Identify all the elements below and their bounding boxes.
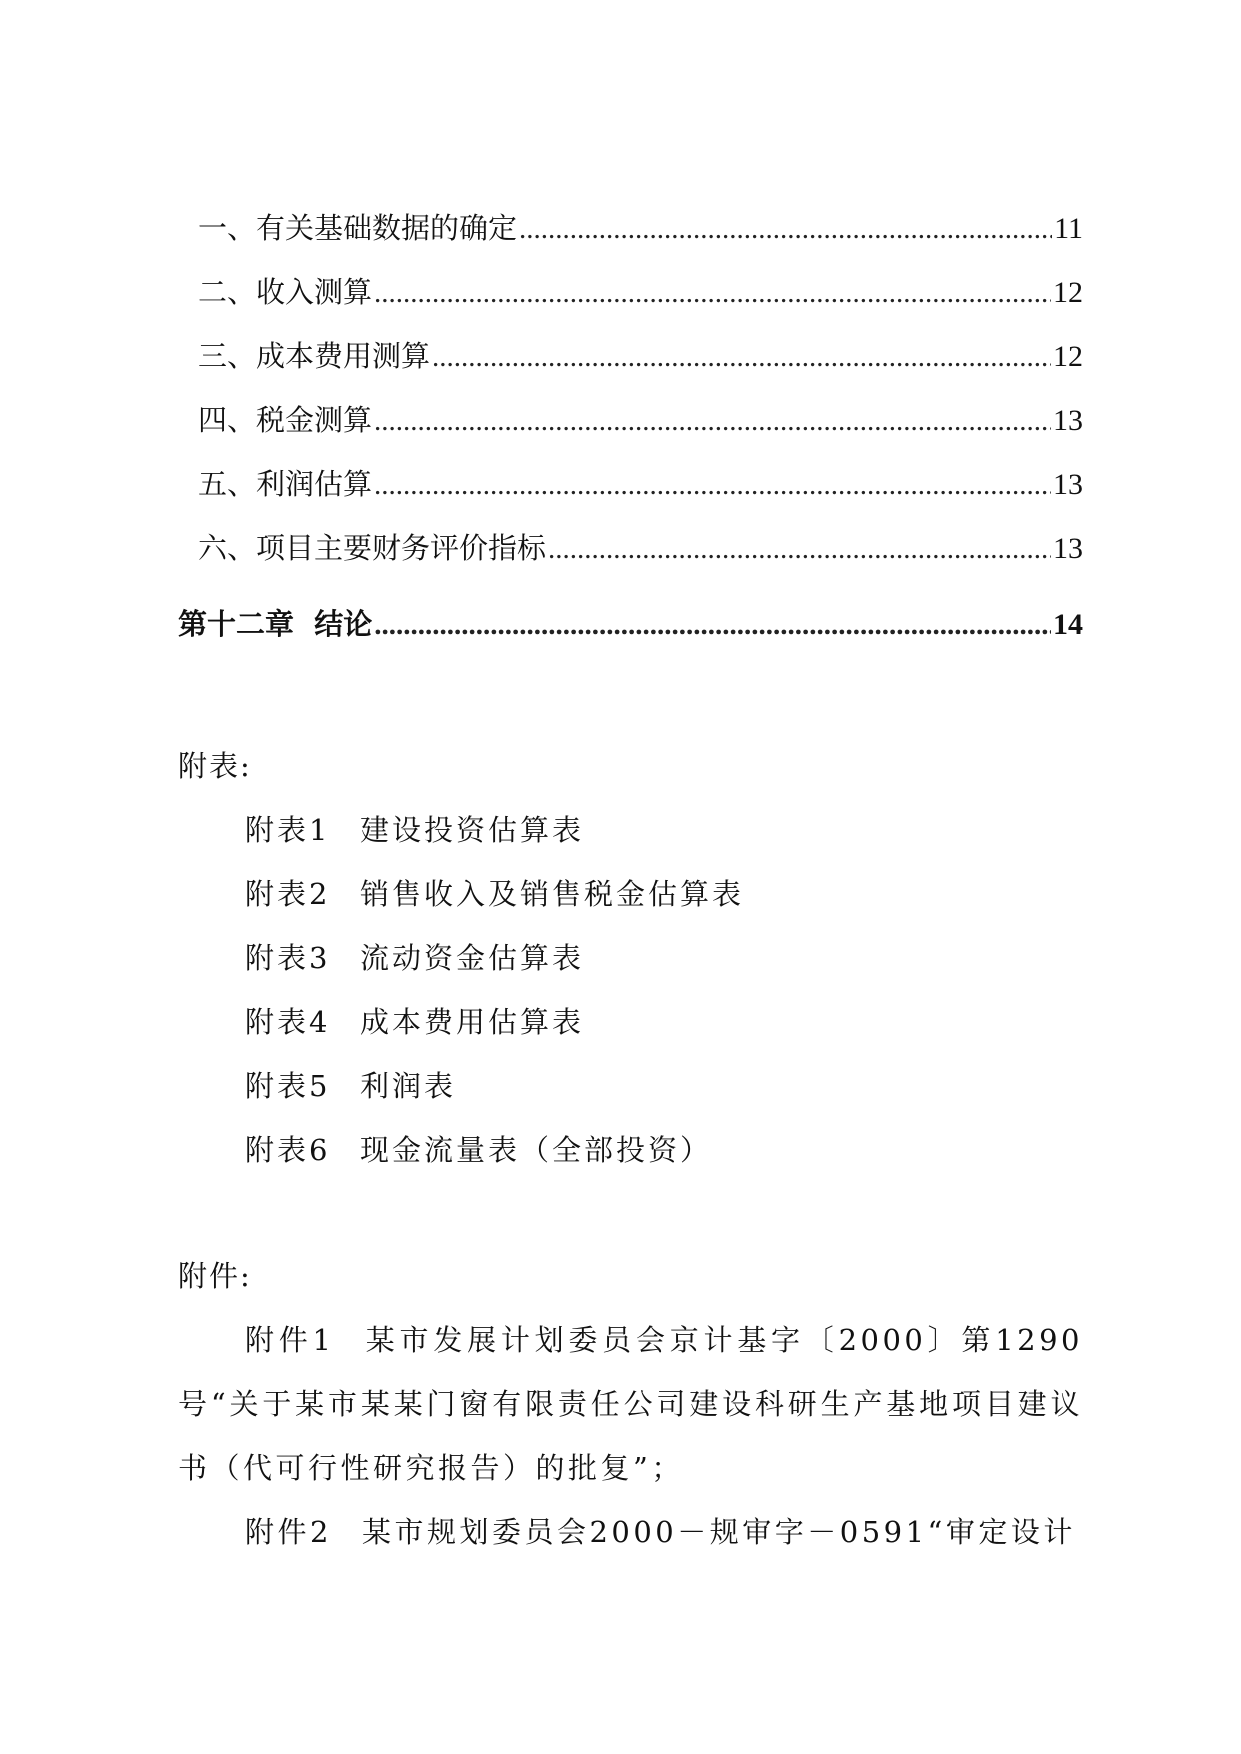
toc-entry-page: 11	[1054, 212, 1083, 245]
toc-leader	[374, 273, 1051, 313]
appendix-table-title: 流动资金估算表	[360, 941, 585, 975]
toc-entry[interactable]	[198, 272, 1083, 312]
toc-entry-title: 三、成本费用测算	[198, 339, 431, 373]
toc-entry-title: 六、项目主要财务评价指标	[198, 531, 547, 565]
toc-leader	[548, 529, 1051, 569]
appendix-table-number: 附表1	[245, 813, 331, 847]
toc-leader	[519, 209, 1052, 249]
appendix-table-title: 建设投资估算表	[360, 813, 585, 847]
toc-entry-page: 12	[1053, 340, 1083, 373]
toc-entry-page: 13	[1053, 468, 1083, 501]
attachment-item[interactable]	[178, 1500, 1083, 1564]
appendix-table-title: 销售收入及销售税金估算表	[360, 877, 745, 911]
toc-chapter-page: 14	[1053, 608, 1083, 641]
appendix-table-item[interactable]	[245, 938, 584, 978]
toc-entry-title: 四、税金测算	[198, 403, 373, 437]
attachment-text: 某市发展计划委员会京计基字〔2000〕第1290号“关于某市某某门窗有限责任公司建设科研生产基地项目建议书（代可行性研究报告）的批复”；	[178, 1323, 1083, 1485]
toc-entry-page: 13	[1053, 404, 1083, 437]
toc-entry-title: 二、收入测算	[198, 275, 373, 309]
appendix-table-number: 附表6	[245, 1133, 331, 1167]
appendix-table-number: 附表3	[245, 941, 331, 975]
toc-chapter-title: 第十二章 结论	[178, 607, 373, 641]
appendix-table-item[interactable]	[245, 874, 744, 914]
appendix-table-item[interactable]	[245, 1002, 584, 1042]
attachment-number: 附件2	[245, 1515, 332, 1549]
toc-entry[interactable]	[198, 528, 1083, 568]
attachment-text: 某市规划委员会2000－规审字－0591“审定设计	[361, 1515, 1076, 1549]
toc-entry[interactable]	[198, 400, 1083, 440]
attachment-number: 附件1	[245, 1323, 335, 1357]
appendix-table-title: 成本费用估算表	[360, 1005, 585, 1039]
appendix-table-number: 附表2	[245, 877, 331, 911]
toc-entry-title: 一、有关基础数据的确定	[198, 211, 518, 245]
toc-leader	[374, 465, 1051, 505]
appendix-table-item[interactable]	[245, 1130, 712, 1170]
toc-entry[interactable]	[198, 336, 1083, 376]
toc-entry-page: 13	[1053, 532, 1083, 565]
toc-entry[interactable]	[198, 208, 1083, 248]
toc-chapter-entry[interactable]	[178, 604, 1083, 644]
toc-leader	[374, 605, 1051, 645]
appendix-table-number: 附表4	[245, 1005, 331, 1039]
toc-entry[interactable]	[198, 464, 1083, 504]
toc-leader	[374, 401, 1051, 441]
appendix-table-item[interactable]	[245, 1066, 456, 1106]
toc-entry-page: 12	[1053, 276, 1083, 309]
appendix-table-title: 利润表	[360, 1069, 457, 1103]
toc-entry-title: 五、利润估算	[198, 467, 373, 501]
appendix-tables-label: 附表:	[178, 749, 252, 783]
appendix-table-number: 附表5	[245, 1069, 331, 1103]
appendix-table-item[interactable]	[245, 810, 584, 850]
appendix-table-title: 现金流量表（全部投资）	[360, 1133, 713, 1167]
attachment-item[interactable]	[178, 1308, 1083, 1500]
toc-leader	[432, 337, 1051, 377]
attachments-label: 附件:	[178, 1259, 252, 1293]
